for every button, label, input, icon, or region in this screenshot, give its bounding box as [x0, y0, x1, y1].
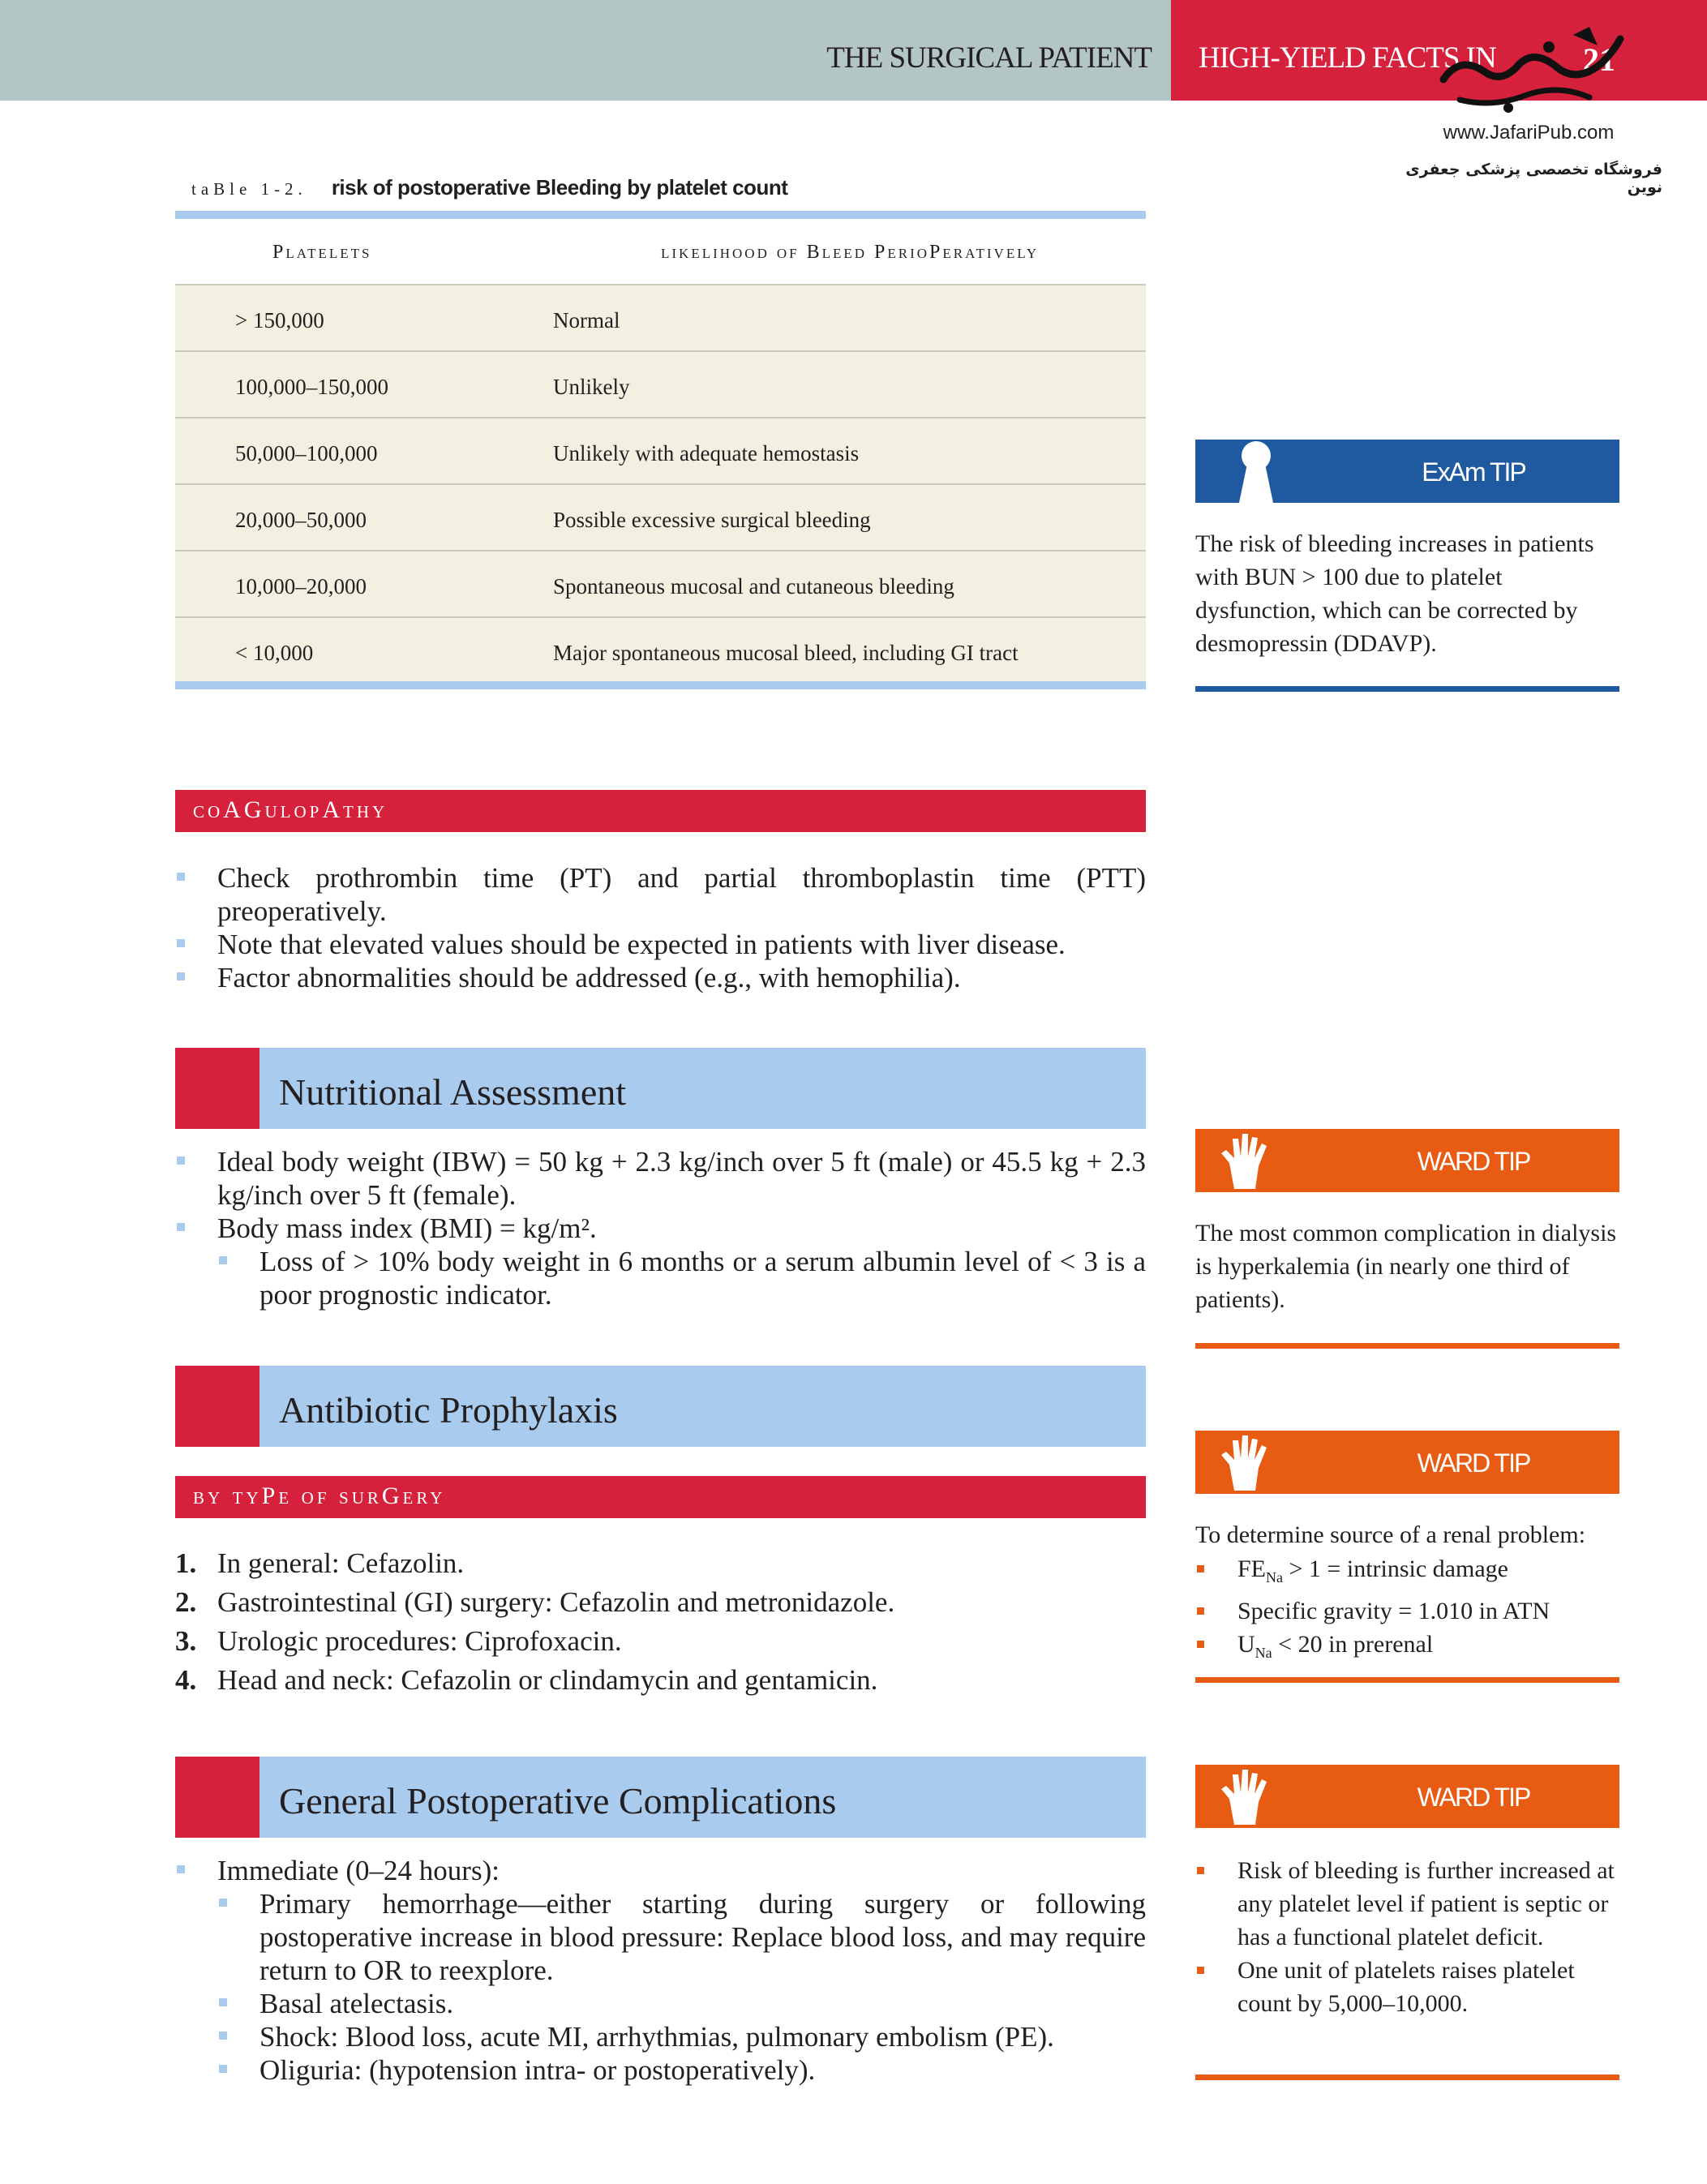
list-subitem: Loss of > 10% body weight in 6 months or a serum albumin level of < 3 is a poor prognostic indicator. — [259, 1245, 1146, 1311]
nutrition-heading: Nutritional Assessment — [279, 1071, 627, 1113]
hand-icon — [1218, 1434, 1281, 1492]
cell-platelets: 20,000–50,000 — [235, 508, 367, 532]
table-caption — [191, 175, 787, 200]
list-item: 1. In general: Cefazolin. — [175, 1547, 465, 1579]
bullet-square — [1197, 1967, 1204, 1974]
complications-list — [217, 1854, 1146, 2087]
nutrition-heading-bar — [175, 1048, 1146, 1129]
cell-likelihood: Unlikely with adequate hemostasis — [553, 441, 860, 466]
bullet-square — [1197, 1867, 1204, 1874]
ward-tip-2-rule — [1195, 1677, 1619, 1683]
cell-platelets: < 10,000 — [235, 641, 314, 665]
coagulopathy-bar — [175, 790, 1146, 832]
bullet-square — [219, 2065, 227, 2073]
cell-likelihood: Normal — [553, 308, 620, 333]
keyhole-icon — [1228, 440, 1285, 503]
table-row — [175, 618, 1146, 683]
list-item: Ideal body weight (IBW) = 50 kg + 2.3 kg/inch over 5 ft (male) or 45.5 kg + 2.3 kg/inch over 5 ft (female). — [217, 1145, 1146, 1212]
list-item: Note that elevated values should be expected in patients with liver disease. — [217, 928, 1146, 961]
complications-heading: General Postoperative Complications — [279, 1780, 837, 1821]
ward-tip-3-list — [1195, 1854, 1619, 2020]
ward-tip-2-title: WARD TIP — [1417, 1448, 1530, 1478]
cell-platelets: 10,000–20,000 — [235, 574, 367, 599]
bullet-square — [219, 1256, 227, 1264]
list-item: Check prothrombin time (PT) and partial thromboplastin time (PTT) preoperatively. — [217, 861, 1146, 928]
nutrition-list — [217, 1145, 1146, 1311]
surgery-type-heading: by tyPe of surGery — [193, 1482, 446, 1509]
ward-tip-2-intro: To determine source of a renal problem: — [1195, 1521, 1586, 1548]
bullet-square — [177, 1156, 185, 1165]
table-row — [175, 551, 1146, 618]
ward-tip-2-header — [1195, 1431, 1619, 1494]
list-item: 2. Gastrointestinal (GI) surgery: Cefazolin and metronidazole. — [175, 1586, 895, 1618]
bullet-square — [177, 873, 185, 881]
table-label: taBle 1-2. — [191, 179, 307, 199]
bullet-square — [177, 1865, 185, 1873]
ward-tip-1-rule — [1195, 1343, 1619, 1349]
list-item: $FE_{Na} > 1$ = intrinsic damage — [1195, 1552, 1619, 1594]
surgery-type-bar — [175, 1476, 1146, 1518]
heading-red-block — [175, 1366, 259, 1447]
cell-platelets: 50,000–100,000 — [235, 441, 378, 466]
ward-tip-3-title: WARD TIP — [1417, 1783, 1530, 1812]
bullet-square — [219, 1998, 227, 2006]
bullet-square — [1197, 1565, 1204, 1573]
list-item: $U_{Na} < 20$ in prerenal — [1195, 1628, 1619, 1670]
list-subitem: Primary hemorrhage—either starting during surgery or following postoperative increase in blood pressure: Replace blood loss, and may require return to OR to reexplore. — [259, 1887, 1146, 1987]
table-bottom-rule — [175, 681, 1146, 689]
publisher-logo-icon — [1427, 23, 1630, 120]
hand-icon — [1218, 1768, 1281, 1826]
ward-tip-3-header — [1195, 1765, 1619, 1828]
list-item: Risk of bleeding is further increased at any platelet level if patient is septic or has a functional platelet deficit. — [1195, 1854, 1619, 1954]
coagulopathy-list — [217, 861, 1146, 994]
publisher-tagline: فروشگاه تخصصی پزشکی جعفری نوین — [1405, 161, 1662, 196]
list-item: Immediate (0–24 hours): — [217, 1854, 1146, 1887]
antibiotic-heading: Antibiotic Prophylaxis — [279, 1389, 618, 1431]
list-item: Specific gravity = 1.010 in ATN — [1195, 1594, 1619, 1628]
list-item: Factor abnormalities should be addressed (e.g., with hemophilia). — [217, 961, 1146, 994]
cell-platelets: 100,000–150,000 — [235, 375, 388, 399]
coagulopathy-heading: coAGulopAthy — [193, 796, 388, 823]
cell-platelets: > 150,000 — [235, 308, 324, 333]
page-number: 21 — [1583, 41, 1615, 78]
list-subitem: Shock: Blood loss, acute MI, arrhythmias, pulmonary embolism (PE). — [259, 2020, 1146, 2053]
table-top-rule — [175, 211, 1146, 219]
list-subitem: Oliguria: (hypotension intra- or postoperatively). — [259, 2053, 1146, 2087]
antibiotic-list — [175, 1544, 1146, 1700]
bullet-square — [219, 2032, 227, 2040]
exam-tip-rule — [1195, 686, 1619, 692]
running-head-section: HIGH-YIELD FACTS IN — [1199, 41, 1496, 75]
table-title: risk of postoperative Bleeding by platelet count — [331, 175, 788, 200]
running-head-chapter: THE SURGICAL PATIENT — [826, 41, 1152, 75]
table-header-likelihood: likelihood of Bleed PerioPeratively — [661, 242, 1040, 263]
table-row — [175, 285, 1146, 352]
list-item: 4. Head and neck: Cefazolin or clindamycin and gentamicin. — [175, 1664, 878, 1696]
ward-tip-3-rule — [1195, 2075, 1619, 2080]
table-row — [175, 418, 1146, 485]
table-body — [175, 285, 1146, 683]
bullet-square — [177, 1223, 185, 1231]
table-row — [175, 485, 1146, 551]
list-item: 3. Urologic procedures: Ciprofoxacin. — [175, 1625, 622, 1657]
bullet-square — [1197, 1607, 1204, 1615]
exam-tip-header — [1195, 440, 1619, 503]
ward-tip-1-header — [1195, 1129, 1619, 1192]
heading-red-block — [175, 1757, 259, 1838]
ward-tip-1-text: The most common complication in dialysis is hyperkalemia (in nearly one third of patients). — [1195, 1220, 1617, 1313]
table-row — [175, 352, 1146, 418]
table-header-platelets: Platelets — [272, 242, 372, 263]
exam-tip-text: The risk of bleeding increases in patients with BUN > 100 due to platelet dysfunction, which can be corrected by desmopressin (DDAVP). — [1195, 530, 1594, 657]
hand-icon — [1218, 1132, 1281, 1191]
cell-likelihood: Major spontaneous mucosal bleed, including GI tract — [553, 641, 1019, 665]
cell-likelihood: Spontaneous mucosal and cutaneous bleeding — [553, 574, 954, 599]
bullet-square — [177, 939, 185, 947]
bullet-square — [1197, 1641, 1204, 1648]
complications-heading-bar — [175, 1757, 1146, 1838]
list-item: Body mass index (BMI) = kg/m². — [217, 1212, 1146, 1245]
exam-tip-title: ExAm TIP — [1422, 457, 1525, 487]
bullet-square — [177, 972, 185, 980]
ward-tip-2-list — [1195, 1552, 1619, 1670]
antibiotic-heading-bar — [175, 1366, 1146, 1447]
ward-tip-1-title: WARD TIP — [1417, 1147, 1530, 1176]
cell-likelihood: Unlikely — [553, 375, 630, 399]
heading-red-block — [175, 1048, 259, 1129]
cell-likelihood: Possible excessive surgical bleeding — [553, 508, 871, 532]
list-subitem: Basal atelectasis. — [259, 1987, 1146, 2020]
list-item: One unit of platelets raises platelet count by 5,000–10,000. — [1195, 1954, 1619, 2020]
publisher-url: www.JafariPub.com — [1443, 122, 1615, 144]
bullet-square — [219, 1899, 227, 1907]
